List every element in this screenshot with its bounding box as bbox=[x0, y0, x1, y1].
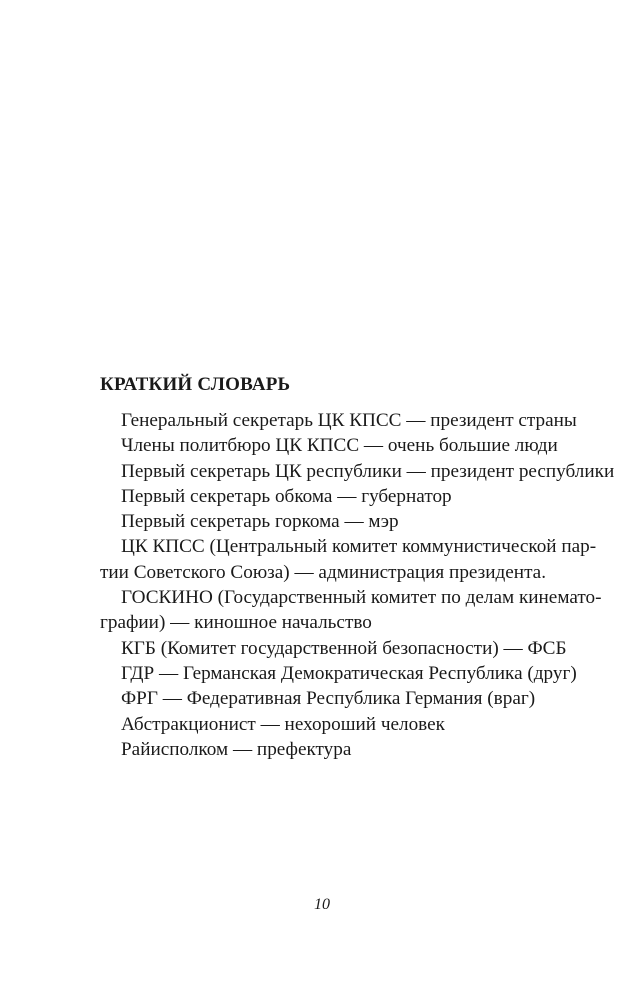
entry-line: Первый секретарь горкома — мэр bbox=[121, 511, 399, 533]
page-number: 10 bbox=[314, 896, 330, 913]
glossary-entry bbox=[100, 534, 597, 585]
entry-line: ЦК КПСС (Центральный комитет коммунистической пар- bbox=[121, 536, 597, 558]
entry-line: Первый секретарь ЦК республики — президент республики bbox=[121, 460, 615, 482]
entry-line-continuation: графии) — киношное начальство bbox=[100, 612, 372, 634]
glossary-entry bbox=[100, 459, 615, 484]
entry-line: ФРГ — Федеративная Республика Германия (враг) bbox=[121, 688, 536, 710]
entry-line: Абстракционист — нехороший человек bbox=[121, 713, 445, 735]
entry-line: КГБ (Комитет государственной безопасности) — ФСБ bbox=[121, 637, 567, 659]
glossary-entry bbox=[100, 433, 558, 458]
glossary-entry bbox=[100, 484, 540, 509]
glossary-entry bbox=[100, 408, 577, 433]
glossary-entry bbox=[100, 636, 567, 661]
entry-line: ГДР — Германская Демократическая Республика (друг) bbox=[121, 662, 577, 684]
entry-line: Первый секретарь обкома — губернатор bbox=[121, 485, 452, 507]
glossary-list bbox=[100, 408, 615, 762]
entry-line-continuation: тии Советского Союза) — администрация президента. bbox=[100, 561, 546, 583]
glossary-entry bbox=[100, 712, 540, 737]
glossary-entry bbox=[100, 737, 540, 762]
entry-line: Генеральный секретарь ЦК КПСС — президент страны bbox=[121, 410, 577, 431]
glossary-title: КРАТКИЙ СЛОВАРЬ bbox=[100, 374, 291, 395]
glossary-entry bbox=[100, 509, 540, 534]
entry-line: ГОСКИНО (Государственный комитет по делам кинемато- bbox=[121, 587, 602, 609]
entry-line: Члены политбюро ЦК КПСС — очень большие люди bbox=[121, 435, 558, 457]
glossary-entry bbox=[100, 661, 577, 686]
entry-line: Райисполком — префектура bbox=[121, 738, 352, 760]
glossary-entry bbox=[100, 585, 602, 636]
glossary-entry bbox=[100, 686, 540, 711]
